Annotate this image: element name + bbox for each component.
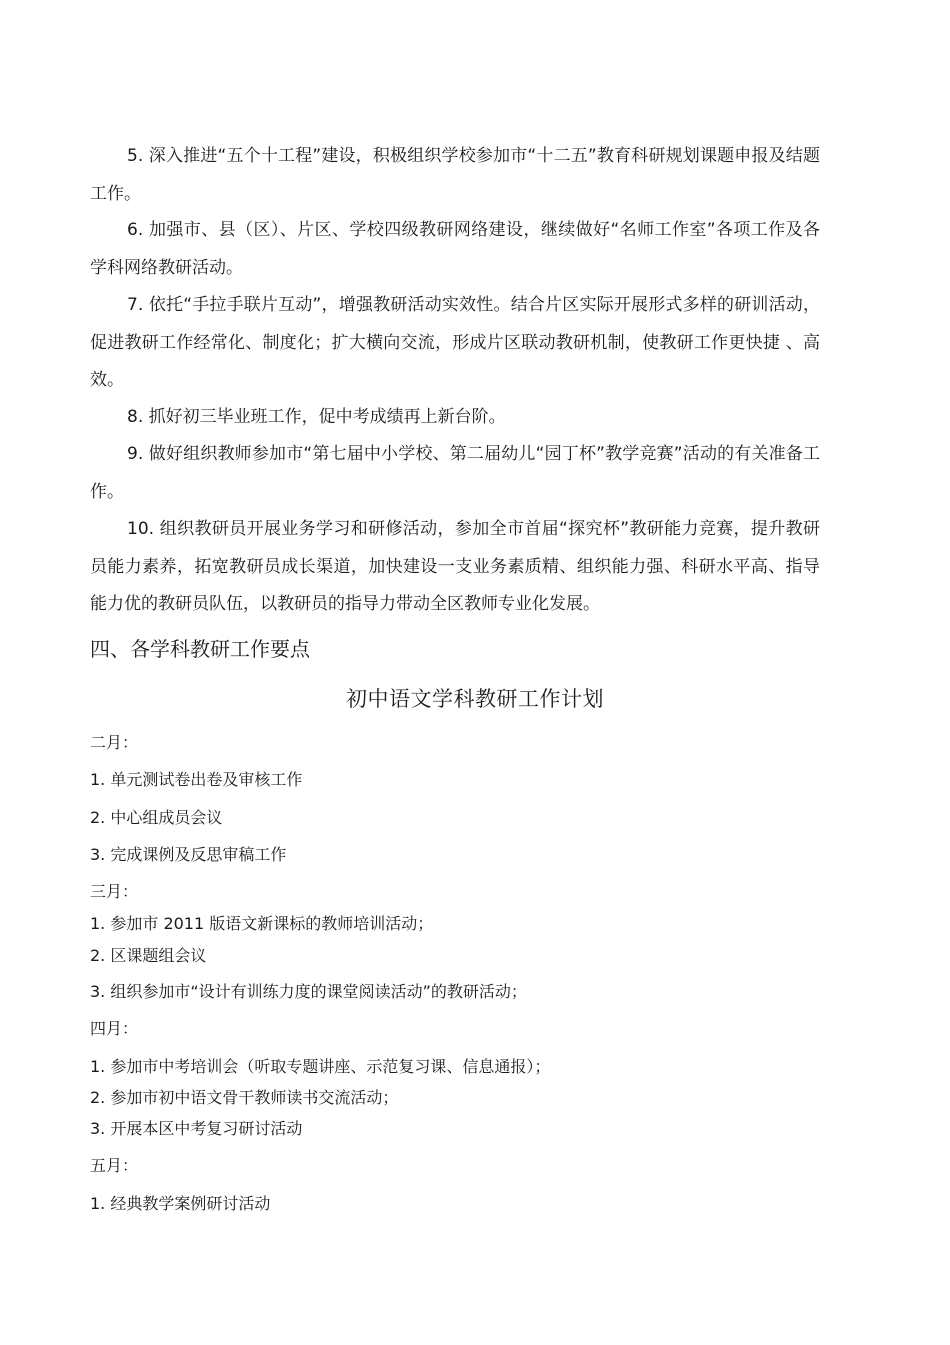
plan-title: 初中语文学科教研工作计划 [346,687,604,711]
paragraph-item-5: 5. 深入推进“五个十工程”建设，积极组织学校参加市“十二五”教育科研规划课题申报及结题工作。 [90,146,820,204]
section-heading: 四、各学科教研工作要点 [90,637,310,661]
paragraph-item-6: 6. 加强市、县（区）、片区、学校四级教研网络建设，继续做好“名师工作室”各项工作及各学科网络教研活动。 [90,220,820,278]
month-item: 1. 参加市 2011 版语文新课标的教师培训活动； [90,914,434,933]
month-item: 3. 组织参加市“设计有训练力度的课堂阅读活动”的教研活动； [90,982,527,1001]
month-label-march: 三月： [90,882,139,901]
paragraph-item-10: 10. 组织教研员开展业务学习和研修活动，参加全市首届“探究杯”教研能力竞赛，提升教研员能力素养，拓宽教研员成长渠道，加快建设一支业务素质精、组织能力强、科研水平高、指导能力优的教研员队伍，以教研员的指导力带动全区教师专业化发展。 [90,519,820,614]
paragraph-item-8: 8. 抓好初三毕业班工作，促中考成绩再上新台阶。 [127,407,506,427]
month-item: 2. 参加市初中语文骨干教师读书交流活动； [90,1088,399,1107]
month-item: 3. 开展本区中考复习研讨活动 [90,1119,303,1138]
paragraph-item-9: 9. 做好组织教师参加市“第七届中小学校、第二届幼儿“园丁杯”教学竞赛”活动的有关准备工作。 [90,444,820,502]
month-label-february: 二月： [90,733,139,752]
month-item: 2. 中心组成员会议 [90,808,223,827]
month-item: 1. 经典教学案例研讨活动 [90,1194,271,1213]
month-item: 2. 区课题组会议 [90,946,207,965]
month-item: 1. 单元测试卷出卷及审核工作 [90,770,303,789]
month-label-april: 四月： [90,1019,139,1038]
paragraph-item-7: 7. 依托“手拉手联片互动”，增强教研活动实效性。结合片区实际开展形式多样的研训活动，促进教研工作经常化、制度化；扩大横向交流，形成片区联动教研机制，使教研工作更快捷 、高效。 [90,295,820,390]
month-item: 3. 完成课例及反思审稿工作 [90,845,287,864]
month-label-may: 五月： [90,1156,139,1175]
month-item: 1. 参加市中考培训会（听取专题讲座、示范复习课、信息通报）； [90,1057,551,1076]
